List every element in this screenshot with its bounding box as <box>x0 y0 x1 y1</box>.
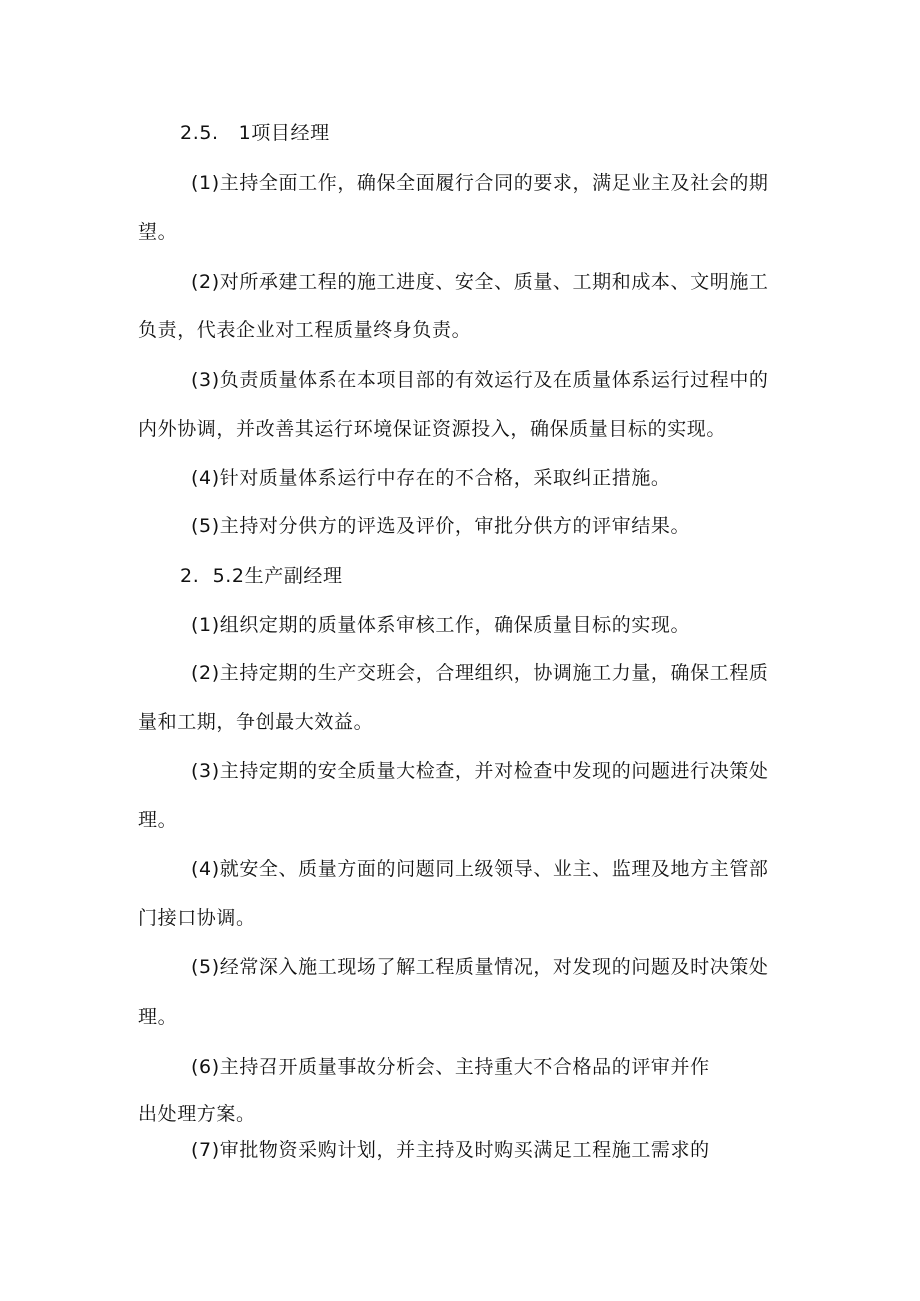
section-heading-2-5-2: 2. 5.2生产副经理 <box>180 565 343 587</box>
paragraph-2-5-2-item-3-line-2: 理。 <box>138 809 178 831</box>
paragraph-2-5-2-item-3-line-1: (3)主持定期的安全质量大检查，并对检查中发现的问题进行决策处 <box>191 760 769 782</box>
paragraph-2-5-2-item-5-line-2: 理。 <box>138 1006 178 1028</box>
paragraph-2-5-1-item-5: (5)主持对分供方的评选及评价，审批分供方的评审结果。 <box>191 515 691 537</box>
paragraph-2-5-2-item-2-line-2: 量和工期，争创最大效益。 <box>138 711 374 733</box>
paragraph-2-5-1-item-3-line-2: 内外协调，并改善其运行环境保证资源投入，确保质量目标的实现。 <box>138 418 727 440</box>
paragraph-2-5-1-item-2-line-1: (2)对所承建工程的施工进度、安全、质量、工期和成本、文明施工 <box>191 271 769 293</box>
paragraph-2-5-2-item-2-line-1: (2)主持定期的生产交班会，合理组织，协调施工力量，确保工程质 <box>191 662 769 684</box>
paragraph-2-5-2-item-4-line-2: 门接口协调。 <box>138 907 256 929</box>
paragraph-2-5-1-item-2-line-2: 负责，代表企业对工程质量终身负责。 <box>138 319 472 341</box>
paragraph-2-5-2-item-6-line-2: 出处理方案。 <box>138 1103 256 1125</box>
paragraph-2-5-2-item-1: (1)组织定期的质量体系审核工作，确保质量目标的实现。 <box>191 614 691 636</box>
paragraph-2-5-2-item-7-line-1: (7)审批物资采购计划，并主持及时购买满足工程施工需求的 <box>191 1139 710 1161</box>
paragraph-2-5-1-item-3-line-1: (3)负责质量体系在本项目部的有效运行及在质量体系运行过程中的 <box>191 369 769 391</box>
paragraph-2-5-1-item-1-line-2: 望。 <box>138 221 178 243</box>
paragraph-2-5-2-item-6-line-1: (6)主持召开质量事故分析会、主持重大不合格品的评审并作 <box>191 1056 710 1078</box>
section-heading-2-5-1: 2.5. 1项目经理 <box>180 122 330 144</box>
paragraph-2-5-1-item-1-line-1: (1)主持全面工作，确保全面履行合同的要求，满足业主及社会的期 <box>191 172 769 194</box>
paragraph-2-5-2-item-5-line-1: (5)经常深入施工现场了解工程质量情况，对发现的问题及时决策处 <box>191 956 769 978</box>
paragraph-2-5-2-item-4-line-1: (4)就安全、质量方面的问题同上级领导、业主、监理及地方主管部 <box>191 858 769 880</box>
paragraph-2-5-1-item-4: (4)针对质量体系运行中存在的不合格，采取纠正措施。 <box>191 467 671 489</box>
